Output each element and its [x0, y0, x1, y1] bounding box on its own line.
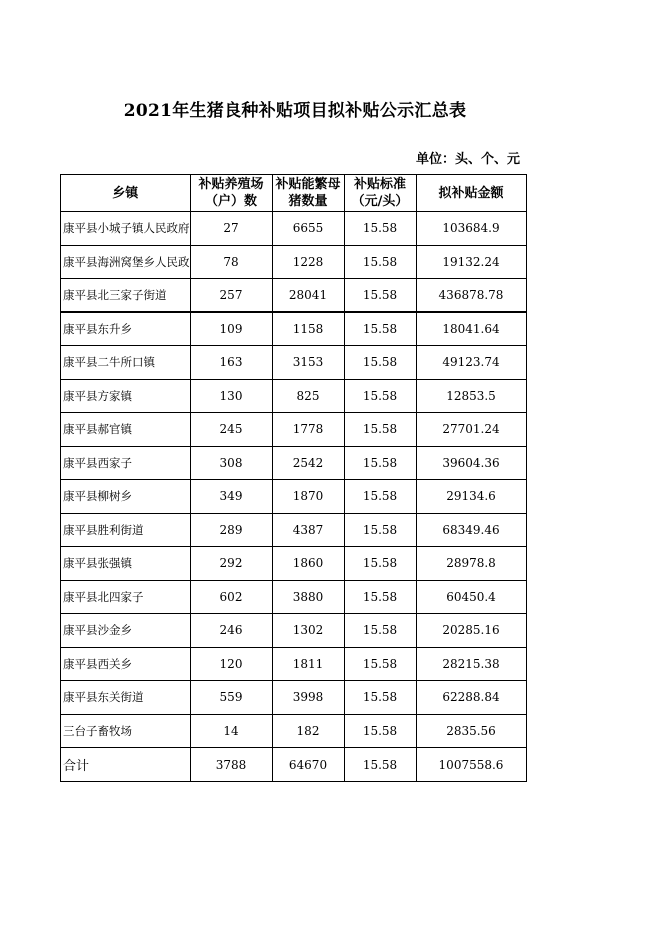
cell-farms: 245	[190, 413, 272, 447]
cell-town: 康平县小城子镇人民政府	[61, 212, 191, 246]
header-amount: 拟补贴金额	[416, 175, 526, 212]
cell-farms: 602	[190, 580, 272, 614]
header-farms: 补贴养殖场（户）数	[190, 175, 272, 212]
cell-farms: 163	[190, 346, 272, 380]
cell-amount: 18041.64	[416, 312, 526, 346]
cell-standard: 15.58	[344, 714, 416, 748]
cell-standard: 15.58	[344, 446, 416, 480]
cell-farms: 130	[190, 379, 272, 413]
cell-sows: 1158	[272, 312, 344, 346]
table-row	[61, 714, 527, 748]
cell-town: 康平县张强镇	[61, 547, 191, 581]
cell-sows: 4387	[272, 513, 344, 547]
cell-sows: 2542	[272, 446, 344, 480]
cell-sows: 3998	[272, 681, 344, 715]
cell-farms: 109	[190, 312, 272, 346]
table-row	[61, 614, 527, 648]
cell-farms: 120	[190, 647, 272, 681]
cell-amount: 436878.78	[416, 279, 526, 313]
header-town: 乡镇	[61, 175, 191, 212]
cell-sows: 1302	[272, 614, 344, 648]
cell-farms: 246	[190, 614, 272, 648]
total-town: 合计	[61, 748, 191, 782]
cell-farms: 27	[190, 212, 272, 246]
cell-standard: 15.58	[344, 647, 416, 681]
cell-amount: 29134.6	[416, 480, 526, 514]
cell-town: 康平县西关乡	[61, 647, 191, 681]
table-row	[61, 379, 527, 413]
table-row	[61, 513, 527, 547]
cell-farms: 349	[190, 480, 272, 514]
document-title: 2021年生猪良种补贴项目拟补贴公示汇总表	[123, 101, 467, 121]
table-row	[61, 681, 527, 715]
cell-amount: 62288.84	[416, 681, 526, 715]
cell-standard: 15.58	[344, 279, 416, 313]
cell-standard: 15.58	[344, 681, 416, 715]
table-body	[61, 212, 527, 782]
cell-farms: 78	[190, 245, 272, 279]
table-row	[61, 647, 527, 681]
cell-town: 康平县沙金乡	[61, 614, 191, 648]
cell-standard: 15.58	[344, 413, 416, 447]
cell-amount: 12853.5	[416, 379, 526, 413]
cell-standard: 15.58	[344, 212, 416, 246]
cell-town: 康平县胜利街道	[61, 513, 191, 547]
cell-town: 康平县郝官镇	[61, 413, 191, 447]
cell-amount: 19132.24	[416, 245, 526, 279]
cell-town: 康平县东升乡	[61, 312, 191, 346]
cell-town: 康平县方家镇	[61, 379, 191, 413]
cell-farms: 308	[190, 446, 272, 480]
cell-town: 康平县柳树乡	[61, 480, 191, 514]
cell-sows: 1778	[272, 413, 344, 447]
cell-sows: 3880	[272, 580, 344, 614]
cell-sows: 1870	[272, 480, 344, 514]
cell-sows: 825	[272, 379, 344, 413]
cell-amount: 49123.74	[416, 346, 526, 380]
cell-farms: 257	[190, 279, 272, 313]
table-row	[61, 346, 527, 380]
table-row	[61, 245, 527, 279]
cell-farms: 289	[190, 513, 272, 547]
table-row	[61, 580, 527, 614]
cell-standard: 15.58	[344, 513, 416, 547]
total-amount: 1007558.6	[416, 748, 526, 782]
cell-sows: 6655	[272, 212, 344, 246]
cell-farms: 14	[190, 714, 272, 748]
cell-standard: 15.58	[344, 580, 416, 614]
cell-amount: 103684.9	[416, 212, 526, 246]
table-header-row	[61, 175, 527, 212]
cell-amount: 28215.38	[416, 647, 526, 681]
cell-sows: 1860	[272, 547, 344, 581]
cell-standard: 15.58	[344, 480, 416, 514]
total-standard: 15.58	[344, 748, 416, 782]
cell-sows: 3153	[272, 346, 344, 380]
cell-standard: 15.58	[344, 614, 416, 648]
cell-town: 康平县东关街道	[61, 681, 191, 715]
cell-amount: 39604.36	[416, 446, 526, 480]
cell-sows: 28041	[272, 279, 344, 313]
cell-amount: 2835.56	[416, 714, 526, 748]
table-row	[61, 212, 527, 246]
cell-town: 康平县北三家子街道	[61, 279, 191, 313]
header-sows: 补贴能繁母猪数量	[272, 175, 344, 212]
unit-label: 单位：头、个、元	[415, 152, 520, 167]
cell-amount: 28978.8	[416, 547, 526, 581]
cell-farms: 559	[190, 681, 272, 715]
total-row	[61, 748, 527, 782]
cell-standard: 15.58	[344, 245, 416, 279]
header-standard: 补贴标准（元/头）	[344, 175, 416, 212]
cell-sows: 182	[272, 714, 344, 748]
cell-standard: 15.58	[344, 312, 416, 346]
cell-amount: 27701.24	[416, 413, 526, 447]
table-row	[61, 446, 527, 480]
cell-standard: 15.58	[344, 379, 416, 413]
table-row	[61, 279, 527, 313]
cell-sows: 1811	[272, 647, 344, 681]
cell-standard: 15.58	[344, 547, 416, 581]
table-row	[61, 413, 527, 447]
cell-amount: 68349.46	[416, 513, 526, 547]
cell-town: 三台子畜牧场	[61, 714, 191, 748]
cell-farms: 292	[190, 547, 272, 581]
subsidy-summary-table	[60, 174, 527, 782]
table-row	[61, 312, 527, 346]
cell-sows: 1228	[272, 245, 344, 279]
cell-standard: 15.58	[344, 346, 416, 380]
cell-town: 康平县海洲窝堡乡人民政	[61, 245, 191, 279]
cell-town: 康平县北四家子	[61, 580, 191, 614]
total-farms: 3788	[190, 748, 272, 782]
table-row	[61, 480, 527, 514]
table-row	[61, 547, 527, 581]
cell-town: 康平县西家子	[61, 446, 191, 480]
cell-amount: 20285.16	[416, 614, 526, 648]
cell-amount: 60450.4	[416, 580, 526, 614]
total-sows: 64670	[272, 748, 344, 782]
cell-town: 康平县二牛所口镇	[61, 346, 191, 380]
